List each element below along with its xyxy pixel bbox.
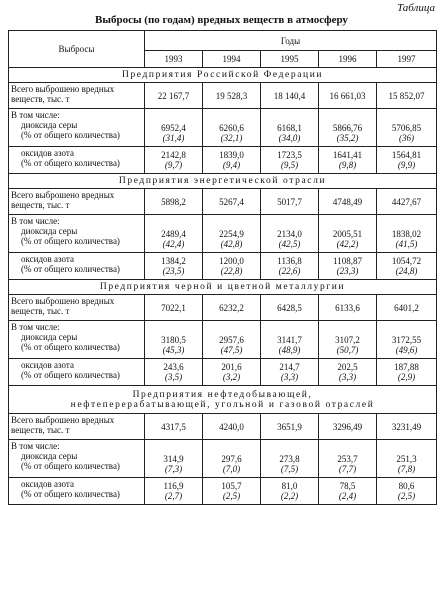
value: 1136,8 xyxy=(277,256,302,266)
value-cell xyxy=(377,478,437,505)
label-line: веществ, тыс. т xyxy=(11,306,70,316)
header-year: 1994 xyxy=(203,51,261,68)
value-cell: 5267,4 xyxy=(203,189,261,215)
value-cell xyxy=(145,147,203,174)
value-cell xyxy=(203,215,261,253)
value-cell: 4427,67 xyxy=(377,189,437,215)
percent-value: (9,7) xyxy=(164,160,183,170)
value: 214,7 xyxy=(279,362,300,372)
label-line: В том числе: xyxy=(11,441,60,451)
label-line: оксидов азота xyxy=(21,479,74,489)
value-cell xyxy=(145,321,203,359)
row-label xyxy=(9,109,145,147)
sulfur-row xyxy=(9,215,437,253)
header-year: 1996 xyxy=(319,51,377,68)
value-cell xyxy=(377,215,437,253)
value: 3107,2 xyxy=(335,334,360,345)
value: 253,7 xyxy=(337,453,358,464)
value-cell xyxy=(145,440,203,478)
value: 2254,9 xyxy=(219,228,244,239)
value: 2005,51 xyxy=(332,228,363,239)
value: 3180,5 xyxy=(161,334,186,345)
value-cell xyxy=(319,440,377,478)
value-cell: 4240,0 xyxy=(203,414,261,440)
row-label xyxy=(9,295,145,321)
percent-value: (24,8) xyxy=(395,266,418,276)
value-cell: 18 140,4 xyxy=(261,83,319,109)
value-cell xyxy=(203,109,261,147)
label-line: (% от общего количества) xyxy=(21,461,120,471)
value: 1641,41 xyxy=(332,150,363,160)
percent-value: (34,0) xyxy=(278,132,301,143)
percent-value: (2,7) xyxy=(164,491,183,501)
value-cell xyxy=(377,359,437,386)
value: 1564,81 xyxy=(391,150,422,160)
section-title-line: Предприятия Российской Федерации xyxy=(122,70,324,80)
percent-value: (36) xyxy=(399,132,415,143)
value-cell xyxy=(261,253,319,280)
percent-value: (23,3) xyxy=(336,266,359,276)
value-cell: 3231,49 xyxy=(377,414,437,440)
value: 314,9 xyxy=(163,453,184,464)
row-label xyxy=(9,253,145,280)
percent-value: (22,8) xyxy=(220,266,243,276)
row-label xyxy=(9,359,145,386)
header-year: 1997 xyxy=(377,51,437,68)
percent-value: (2,9) xyxy=(397,372,416,382)
value: 105,7 xyxy=(221,481,242,491)
value-cell: 22 167,7 xyxy=(145,83,203,109)
value-cell xyxy=(145,215,203,253)
value-cell: 19 528,3 xyxy=(203,83,261,109)
percent-value: (2,2) xyxy=(280,491,299,501)
value-cell xyxy=(377,147,437,174)
value-cell xyxy=(203,253,261,280)
value-cell xyxy=(145,478,203,505)
total-row xyxy=(9,414,437,440)
label-line: Всего выброшено вредных xyxy=(11,190,115,200)
label-line: Всего выброшено вредных xyxy=(11,84,115,94)
value: 251,3 xyxy=(396,453,417,464)
percent-value: (2,4) xyxy=(338,491,357,501)
label-line: В том числе: xyxy=(11,216,60,226)
percent-value: (42,8) xyxy=(220,238,243,249)
label-line: (% от общего количества) xyxy=(21,264,120,274)
value-cell: 5017,7 xyxy=(261,189,319,215)
percent-value: (22,6) xyxy=(278,266,301,276)
value-cell: 4748,49 xyxy=(319,189,377,215)
value: 1108,87 xyxy=(333,256,362,266)
percent-value: (2,5) xyxy=(222,491,241,501)
percent-value: (23,5) xyxy=(162,266,185,276)
label-line: оксидов азота xyxy=(21,360,74,370)
value-cell: 16 661,03 xyxy=(319,83,377,109)
row-label xyxy=(9,321,145,359)
value-cell xyxy=(319,147,377,174)
header-emissions: Выбросы xyxy=(9,31,145,68)
percent-value: (2,5) xyxy=(397,491,416,501)
value: 81,0 xyxy=(281,481,298,491)
section-title-line: Предприятия нефтедобывающей, xyxy=(132,389,313,400)
label-line: (% от общего количества) xyxy=(21,489,120,499)
percent-value: (7,5) xyxy=(280,463,299,474)
nitrogen-row xyxy=(9,359,437,386)
percent-value: (35,2) xyxy=(336,132,359,143)
value-cell xyxy=(203,359,261,386)
percent-value: (3,5) xyxy=(164,372,183,382)
nitrogen-row xyxy=(9,253,437,280)
section-header-row xyxy=(9,174,437,189)
nitrogen-row xyxy=(9,147,437,174)
percent-value: (3,3) xyxy=(280,372,299,382)
value-cell xyxy=(319,215,377,253)
percent-value: (31,4) xyxy=(162,132,185,143)
section-header-row xyxy=(9,386,437,414)
percent-value: (42,4) xyxy=(162,238,185,249)
label-line: диоксида серы xyxy=(21,226,78,236)
label-line: веществ, тыс. т xyxy=(11,94,70,104)
percent-value: (49,6) xyxy=(395,344,418,355)
value: 2957,6 xyxy=(219,334,244,345)
percent-value: (42,2) xyxy=(336,238,359,249)
label-line: оксидов азота xyxy=(21,148,74,158)
value: 2142,8 xyxy=(161,150,186,160)
value: 6168,1 xyxy=(277,122,302,133)
row-label xyxy=(9,83,145,109)
value: 1723,5 xyxy=(277,150,302,160)
value: 3172,55 xyxy=(391,334,422,345)
percent-value: (48,9) xyxy=(278,344,301,355)
row-label xyxy=(9,414,145,440)
percent-value: (47,5) xyxy=(220,344,243,355)
value-cell xyxy=(377,253,437,280)
row-label xyxy=(9,147,145,174)
value-cell xyxy=(319,253,377,280)
percent-value: (45,3) xyxy=(162,344,185,355)
value-cell xyxy=(261,321,319,359)
value-cell: 6428,5 xyxy=(261,295,319,321)
section-title-line: нефтеперерабатывающей, угольной и газовой отраслей xyxy=(70,399,375,410)
value-cell xyxy=(377,321,437,359)
value: 273,8 xyxy=(279,453,300,464)
value-cell xyxy=(377,440,437,478)
value: 3141,7 xyxy=(277,334,302,345)
header-years: Годы xyxy=(145,31,437,51)
value: 6260,6 xyxy=(219,122,244,133)
value-cell xyxy=(145,359,203,386)
value-cell: 6133,6 xyxy=(319,295,377,321)
value: 1200,0 xyxy=(219,256,244,266)
percent-value: (9,9) xyxy=(397,160,416,170)
label-line: (% от общего количества) xyxy=(21,158,120,168)
value: 1838,02 xyxy=(391,228,422,239)
label-line: веществ, тыс. т xyxy=(11,425,70,435)
value: 2134,0 xyxy=(277,228,302,239)
value-cell: 3296,49 xyxy=(319,414,377,440)
value-cell xyxy=(261,478,319,505)
value: 1839,0 xyxy=(219,150,244,160)
value-cell: 4317,5 xyxy=(145,414,203,440)
value-cell xyxy=(203,478,261,505)
percent-value: (7,7) xyxy=(338,463,357,474)
section-title xyxy=(9,386,437,414)
value: 5866,76 xyxy=(332,122,363,133)
label-line: Всего выброшено вредных xyxy=(11,415,115,425)
table-title: Выбросы (по годам) вредных веществ в атмосферу xyxy=(95,14,348,26)
value: 6952,4 xyxy=(161,122,186,133)
nitrogen-row xyxy=(9,478,437,505)
header-year: 1995 xyxy=(261,51,319,68)
row-label xyxy=(9,189,145,215)
value-cell xyxy=(145,253,203,280)
value: 243,6 xyxy=(163,362,184,372)
label-line: диоксида серы xyxy=(21,332,78,342)
value-cell xyxy=(261,109,319,147)
value-cell xyxy=(203,147,261,174)
label-line: диоксида серы xyxy=(21,120,78,130)
label-line: оксидов азота xyxy=(21,254,74,264)
label-line: (% от общего количества) xyxy=(21,236,120,246)
value-cell xyxy=(203,440,261,478)
value-cell: 3651,9 xyxy=(261,414,319,440)
row-label xyxy=(9,478,145,505)
emissions-table xyxy=(8,30,437,505)
sulfur-row xyxy=(9,440,437,478)
sulfur-row xyxy=(9,321,437,359)
percent-value: (9,8) xyxy=(338,160,357,170)
value: 202,5 xyxy=(337,362,358,372)
value-cell: 6232,2 xyxy=(203,295,261,321)
percent-value: (32,1) xyxy=(220,132,243,143)
section-title xyxy=(9,174,437,189)
value-cell xyxy=(319,109,377,147)
percent-value: (3,2) xyxy=(222,372,241,382)
section-header-row xyxy=(9,68,437,83)
value-cell: 6401,2 xyxy=(377,295,437,321)
value-cell: 15 852,07 xyxy=(377,83,437,109)
percent-value: (42,5) xyxy=(278,238,301,249)
total-row xyxy=(9,189,437,215)
header-year: 1993 xyxy=(145,51,203,68)
percent-value: (50,7) xyxy=(336,344,359,355)
percent-value: (7,8) xyxy=(397,463,416,474)
row-label xyxy=(9,215,145,253)
label-line: В том числе: xyxy=(11,110,60,120)
row-label xyxy=(9,440,145,478)
value: 1054,72 xyxy=(391,256,422,266)
value-cell xyxy=(261,440,319,478)
section-title-line: Предприятия черной и цветной металлургии xyxy=(99,282,346,292)
value-cell xyxy=(319,478,377,505)
value: 187,88 xyxy=(394,362,419,372)
sulfur-row xyxy=(9,109,437,147)
value-cell xyxy=(261,359,319,386)
percent-value: (7,0) xyxy=(222,463,241,474)
percent-value: (41,5) xyxy=(395,238,418,249)
value: 201,6 xyxy=(221,362,242,372)
label-line: В том числе: xyxy=(11,322,60,332)
value-cell xyxy=(261,215,319,253)
value-cell xyxy=(377,109,437,147)
value-cell xyxy=(203,321,261,359)
label-line: Всего выброшено вредных xyxy=(11,296,115,306)
value-cell xyxy=(145,109,203,147)
value: 297,6 xyxy=(221,453,242,464)
label-line: диоксида серы xyxy=(21,451,78,461)
percent-value: (3,3) xyxy=(338,372,357,382)
section-title-line: Предприятия энергетической отрасли xyxy=(118,176,327,186)
percent-value: (9,4) xyxy=(222,160,241,170)
value-cell xyxy=(319,359,377,386)
total-row xyxy=(9,295,437,321)
value: 1384,2 xyxy=(161,256,186,266)
value-cell: 5898,2 xyxy=(145,189,203,215)
value-cell: 7022,1 xyxy=(145,295,203,321)
value-cell xyxy=(319,321,377,359)
section-title xyxy=(9,280,437,295)
value: 2489,4 xyxy=(161,228,186,239)
value: 78,5 xyxy=(339,481,356,491)
table-caption: Таблица xyxy=(397,2,435,14)
value: 116,9 xyxy=(163,481,184,491)
section-header-row xyxy=(9,280,437,295)
value: 80,6 xyxy=(398,481,415,491)
section-title xyxy=(9,68,437,83)
label-line: (% от общего количества) xyxy=(21,342,120,352)
percent-value: (9,5) xyxy=(280,160,299,170)
value-cell xyxy=(261,147,319,174)
label-line: (% от общего количества) xyxy=(21,370,120,380)
total-row xyxy=(9,83,437,109)
value: 5706,85 xyxy=(391,122,422,133)
percent-value: (7,3) xyxy=(164,463,183,474)
label-line: (% от общего количества) xyxy=(21,130,120,140)
label-line: веществ, тыс. т xyxy=(11,200,70,210)
